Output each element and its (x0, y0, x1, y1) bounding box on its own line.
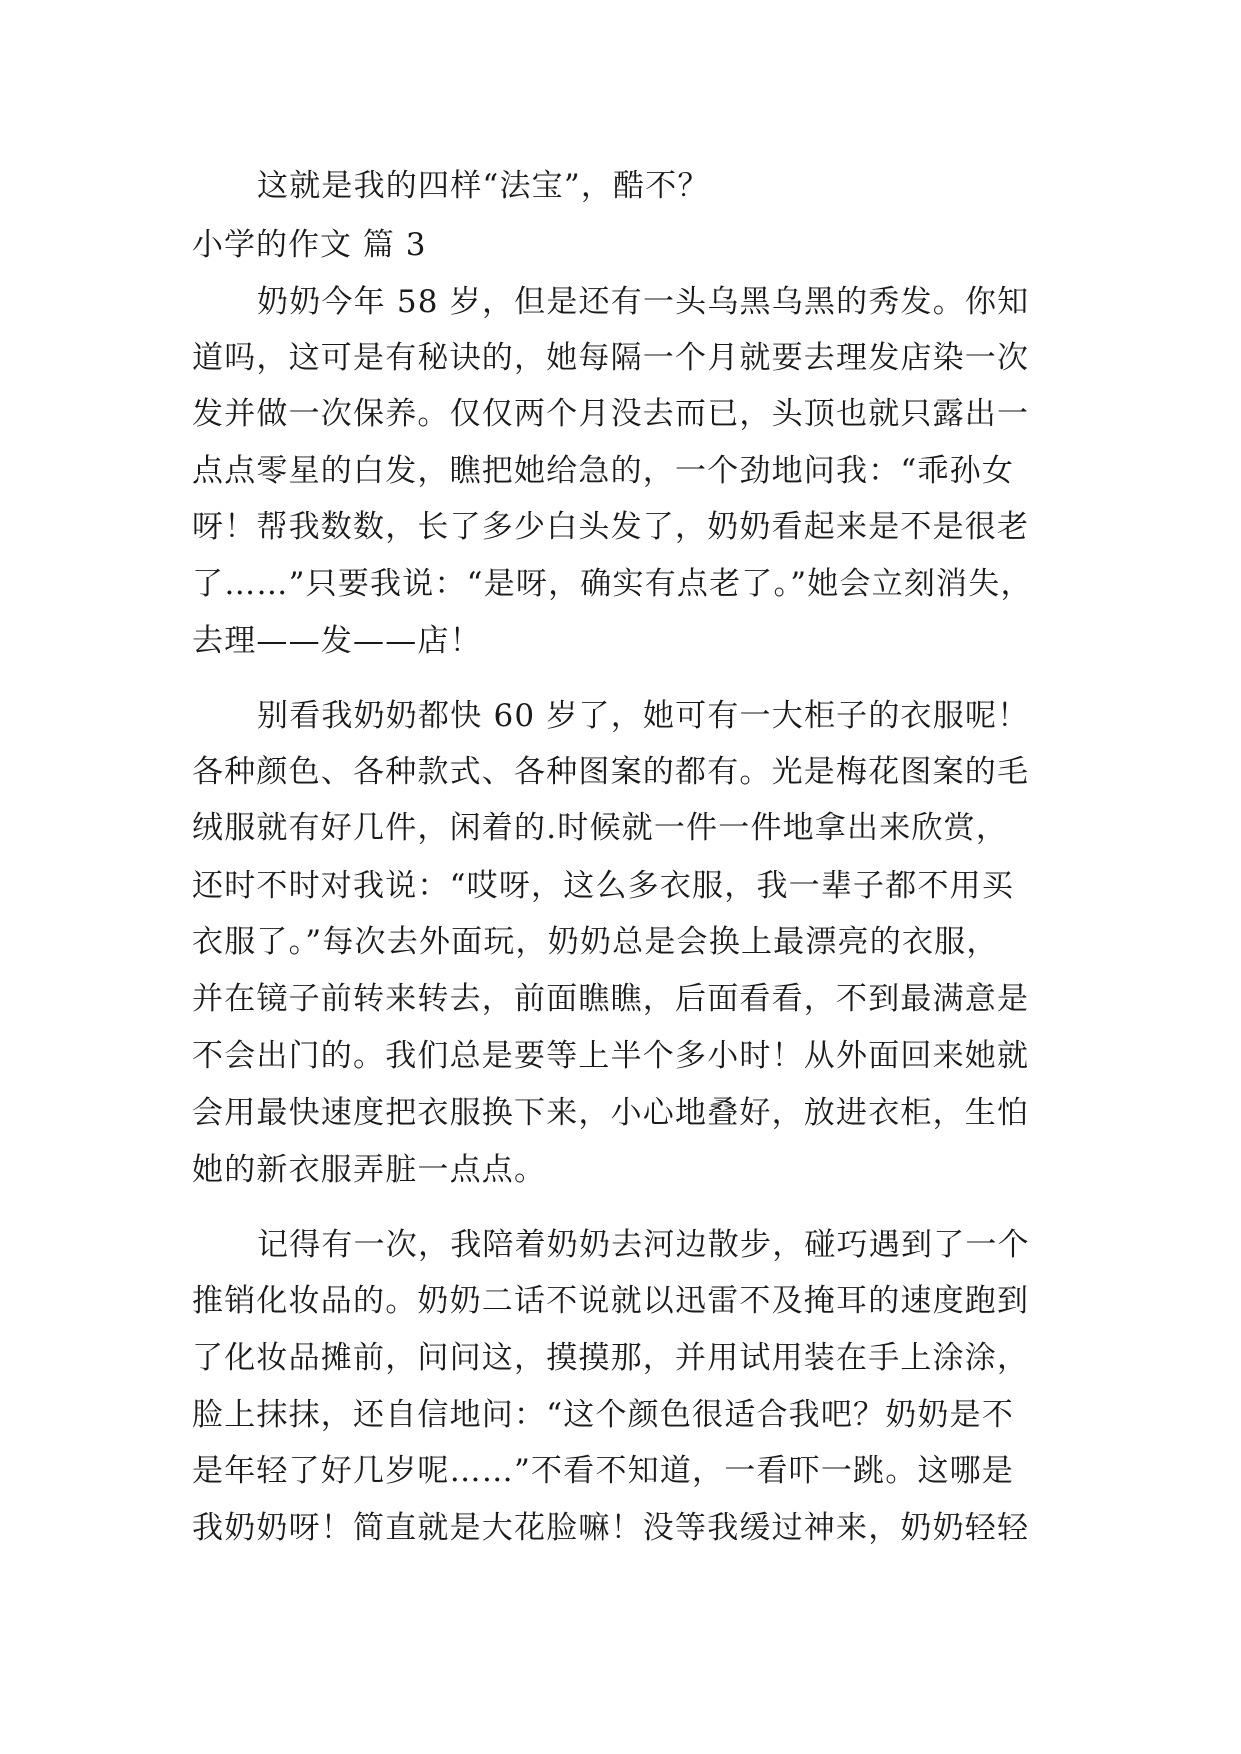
paragraph-line: 了化妆品摊前，问问这，摸摸那，并用试用装在手上涂涂， (192, 1340, 1030, 1376)
paragraph-line: 记得有一次，我陪着奶奶去河边散步，碰巧遇到了一个 (257, 1227, 1030, 1263)
paragraph-line: 我奶奶呀！简直就是大花脸嘛！没等我缓过神来，奶奶轻轻 (192, 1510, 1030, 1546)
intro-line: 这就是我的四样“法宝”，酷不？ (257, 168, 710, 204)
paragraph-line: 道吗，这可是有秘诀的，她每隔一个月就要去理发店染一次 (192, 340, 1030, 376)
paragraph-line: 点点零星的白发，瞧把她给急的，一个劲地问我：“乖孙女 (192, 453, 1015, 489)
paragraph-line: 推销化妆品的。奶奶二话不说就以迅雷不及掩耳的速度跑到 (192, 1283, 1030, 1319)
paragraph-line: 衣服了。”每次去外面玩，奶奶总是会换上最漂亮的衣服， (192, 924, 999, 960)
paragraph-line: 发并做一次保养。仅仅两个月没去而已，头顶也就只露出一 (192, 396, 1030, 432)
paragraph-line: 是年轻了好几岁呢……”不看不知道，一看吓一跳。这哪是 (192, 1453, 1015, 1489)
paragraph-line: 并在镜子前转来转去，前面瞧瞧，后面看看，不到最满意是 (192, 981, 1030, 1017)
paragraph-line: 脸上抹抹，还自信地问：“这个颜色很适合我吧？奶奶是不 (192, 1397, 1015, 1433)
paragraph-line: 她的新衣服弄脏一点点。 (192, 1152, 547, 1188)
paragraph-line: 奶奶今年 58 岁，但是还有一头乌黑乌黑的秀发。你知 (257, 284, 1030, 320)
paragraph-line: 绒服就有好几件，闲着的.时候就一件一件地拿出来欣赏， (192, 810, 1009, 846)
paragraph-line: 各种颜色、各种款式、各种图案的都有。光是梅花图案的毛 (192, 754, 1030, 790)
paragraph-line: 呀！帮我数数，长了多少白头发了，奶奶看起来是不是很老 (192, 509, 1030, 545)
paragraph-line: 会用最快速度把衣服换下来，小心地叠好，放进衣柜，生怕 (192, 1095, 1030, 1131)
paragraph-line: 了……”只要我说：“是呀，确实有点老了。”她会立刻消失， (192, 566, 1033, 602)
paragraph-line: 不会出门的。我们总是要等上半个多小时！从外面回来她就 (192, 1038, 1030, 1074)
paragraph-line: 去理——发——店！ (192, 623, 482, 659)
paragraph-line: 别看我奶奶都快 60 岁了，她可有一大柜子的衣服呢！ (257, 698, 1030, 734)
section-heading: 小学的作文 篇 3 (192, 227, 427, 263)
paragraph-line: 还时不时对我说：“哎呀，这么多衣服，我一辈子都不用买 (192, 868, 1015, 904)
